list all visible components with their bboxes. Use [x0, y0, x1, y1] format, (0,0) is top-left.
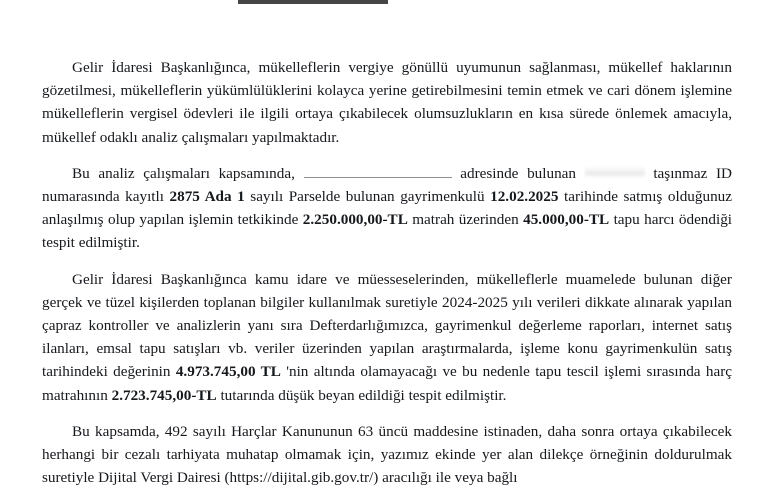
paragraph-2-text-f: matrah üzerinden — [412, 211, 519, 229]
underdeclared-amount-value: 2.723.745,00-TL — [111, 386, 217, 404]
paragraph-2-text-a: Bu analiz çalışmaları kapsamında, — [72, 164, 295, 182]
paragraph-3-text-c: tutarında düşük beyan edildiği tespit edilmiştir. — [220, 386, 507, 404]
paragraph-3-text-b: 'nin altında olamayacağı ve bu nedenle tapu tescil işlemi sırasında harç matrahının — [42, 363, 732, 404]
paragraph-2-text-b: adresinde bulunan — [460, 164, 577, 182]
paragraph-2-text-d: sayılı Parselde bulunan gayrimenkulü — [250, 188, 485, 206]
paragraph-4-text: Bu kapsamda, 492 sayılı Harçlar Kanununun 63 üncü maddesine istinaden, daha sonra ortaya çıkabilecek herhangi bir cezalı tarhiyata muhatap olmamak için, yazımız ekinde yer alan dilekçe örneğinin doldurulmak suretiyle Dijital Vergi Dairesi (https://dijital.gib.gov.tr/) aracılığı ile veya bağlı — [42, 422, 732, 487]
paragraph-2 — [42, 162, 732, 255]
paragraph-3 — [42, 268, 732, 407]
document-body — [42, 56, 732, 489]
paragraph-3-text-a: Gelir İdaresi Başkanlığınca kamu idare ve müesseselerinden, mükelleflerle muamelede bulunan diğer gerçek ve tüzel kişilerden toplanan bilgiler kullanılmak suretiyle 2024-2025 yılı verileri dikkate alınarak yapılan çapraz kontroller ve analizlerin yanı sıra Defterdarlığımızca, gayrimenkul değerleme raporları, internet satış ilanları, emsal tapu satışları vb. veriler üzerinden yapılan araştırmalarda, işleme konu gayrimenkulün satış tarihindeki değerinin — [42, 270, 732, 381]
paragraph-1 — [42, 56, 732, 149]
redacted-property-id-field — [585, 166, 645, 178]
parcel-value: 2875 Ada 1 — [169, 188, 245, 206]
paragraph-2-text-g: tapu harcı ödendiği tespit edilmiştir. — [42, 211, 733, 252]
paragraph-2-text-c: taşınmaz ID numarasında kayıtlı — [42, 164, 732, 206]
paragraph-4 — [42, 420, 732, 489]
scan-artifact-line — [238, 0, 388, 4]
assessed-value: 4.973.745,00 TL — [175, 363, 281, 381]
declared-base-value: 2.250.000,00-TL — [302, 211, 408, 229]
paragraph-2-text-e: tarihinde satmış olduğunuz anlaşılmış olup yapılan işlemin tetkikinde — [42, 188, 733, 229]
paragraph-1-text: Gelir İdaresi Başkanlığınca, mükelleflerin vergiye gönüllü uyumunun sağlanması, mükellef haklarının gözetilmesi, mükelleflerin yükümlülüklerini kolayca yerine getirebilmesini temin etmek ve cari dönem işlemine mükelleflerin vergisel ödevleri ile ilgili ortaya çıkabilecek olumsuzlukların en kısa sürede önlemek amacıyla, mükellef odaklı analiz çalışmaları yapılmaktadır. — [42, 59, 732, 146]
redacted-address-field — [304, 164, 452, 178]
paid-fee-value: 45.000,00-TL — [523, 211, 610, 229]
sale-date-value: 12.02.2025 — [490, 188, 559, 206]
